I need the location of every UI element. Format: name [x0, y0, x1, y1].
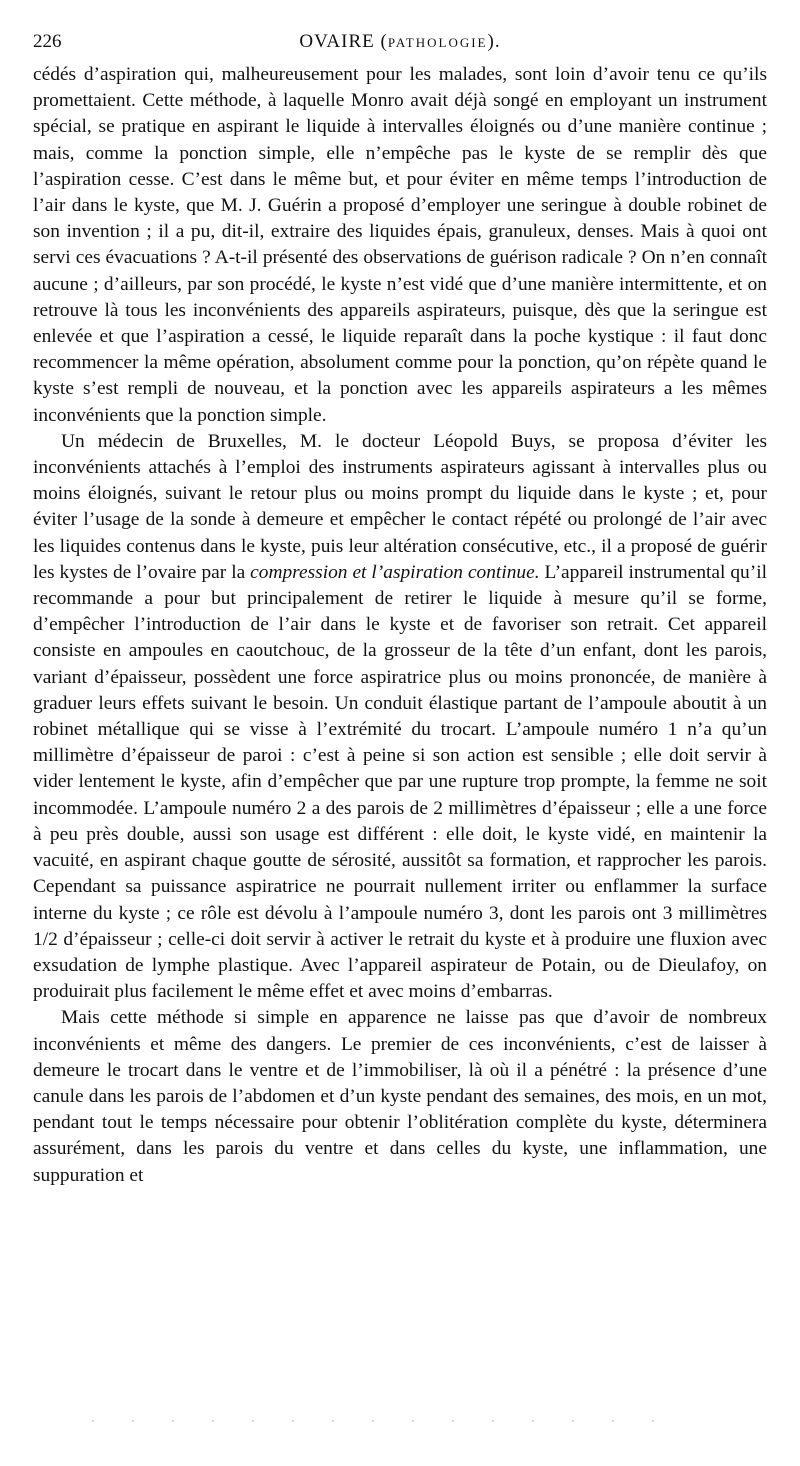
- page-number: 226: [33, 31, 62, 52]
- paragraph-2-text-end: L’appareil instrumental qu’il recommande a pour but principalement de retirer le liquide à mesure qu’il se forme, d’empêcher l’introduction de l’air dans le kyste et de favoriser son retrait. Cet appareil consiste en ampoules en caoutchouc, de la grosseur de la tête d’un enfant, dont les parois, variant d’épaisseur, possèdent une force aspiratrice plus ou moins prononcée, de manière à graduer leurs effets suivant le besoin. Un conduit élastique partant de l’ampoule aboutit à un robinet métallique qui se visse à l’extrémité du trocart. L’ampoule numéro 1 n’a qu’un millimètre d’épaisseur de paroi : c’est à peine si son action est sensible ; elle doit servir à vider lentement le kyste, afin d’empêcher que par une rupture trop prompte, la femme ne soit incommodée. L’ampoule numéro 2 a des parois de 2 millimètres d’épaisseur ; elle a une force à peu près double, aussi son usage est différent : elle doit, le kyste vidé, en maintenir la vacuité, en aspirant chaque goutte de sérosité, aussitôt sa formation, et rapprocher les parois. Cependant sa puissance aspiratrice ne pourrait nullement irriter ou enflammer la surface interne du kyste ; ce rôle est dévolu à l’ampoule numéro 3, dont les parois ont 3 millimètres 1/2 d’épaisseur ; celle-ci doit servir à activer le retrait du kyste et à produire une fluxion avec exsudation de lymphe plastique. Avec l’appareil aspirateur de Potain, ou de Dieulafoy, on produirait plus facilement le même effet et avec moins d’embarras.: [33, 561, 767, 1003]
- running-title-subtitle: PATHOLOGIE: [387, 35, 488, 50]
- paragraph-1: cédés d’aspiration qui, malheureusement pour les malades, sont loin d’avoir tenu ce qu’ils promettaient. Cette méthode, à laquelle Monro avait déjà songé en employant un instrument spécial, se pratique en aspirant le liquide à intervalles éloignés ou d’une manière continue ; mais, comme la ponction simple, elle n’empêche pas le kyste de se remplir dès que l’aspiration cesse. C’est dans le même but, et pour éviter en même temps l’introduction de l’air dans le kyste, que M. J. Guérin a proposé d’employer une seringue à double robinet de son invention ; il a pu, dit-il, extraire des liquides épais, granuleux, denses. Mais à quoi ont servi ces évacuations ? A-t-il présenté des observations de guérison radicale ? On n’en connaît aucune ; d’ailleurs, par son procédé, le kyste n’est vidé que d’une manière intermittente, et on retrouve là tous les inconvénients des appareils aspirateurs, puisque, dès que la seringue est enlevée et que l’aspiration a cessé, le liquide reparaît dans la poche kystique : il faut donc recommencer la même opération, absolument comme pour la ponction, qu’on répète quand le kyste s’est rempli de nouveau, et la ponction avec les appareils aspirateurs a les mêmes inconvénients que la ponction simple.: [33, 64, 767, 426]
- running-title-main: OVAIRE (: [299, 31, 388, 52]
- scan-artifact-line: [92, 1420, 692, 1422]
- paragraph-2-text-start: Un médecin de Bruxelles, M. le docteur Léopold Buys, se proposa d’éviter les inconvénients attachés à l’emploi des instruments aspirateurs agissant à intervalles plus ou moins éloignés, suivant le retour plus ou moins prompt du liquide dans le kyste ; et, pour éviter l’usage de la sonde à demeure et empêcher le contact répété ou prolongé de l’air avec les liquides contenus dans le kyste, puis leur altération consécutive, etc., il a proposé de guérir les kystes de l’ovaire par la: [33, 430, 767, 583]
- paragraph-2: [33, 429, 767, 1005]
- running-header: [33, 28, 767, 56]
- running-title-end: ).: [487, 31, 501, 52]
- paragraph-2-emphasis: compression et l’aspiration continue.: [250, 561, 540, 583]
- body-text: [33, 62, 767, 1189]
- book-page: [33, 28, 767, 1189]
- running-title: [33, 28, 767, 57]
- paragraph-3: Mais cette méthode si simple en apparence ne laisse pas que d’avoir de nombreux inconvénients et même des dangers. Le premier de ces inconvénients, c’est de laisser à demeure le trocart dans le ventre et de l’immobiliser, là où il a pénétré : la présence d’une canule dans les parois de l’abdomen et d’un kyste pendant des semaines, des mois, en un mot, pendant tout le temps nécessaire pour obtenir l’oblitération complète du kyste, déterminera assurément, dans les parois du ventre et dans celles du kyste, une inflammation, une suppuration et: [33, 1007, 767, 1186]
